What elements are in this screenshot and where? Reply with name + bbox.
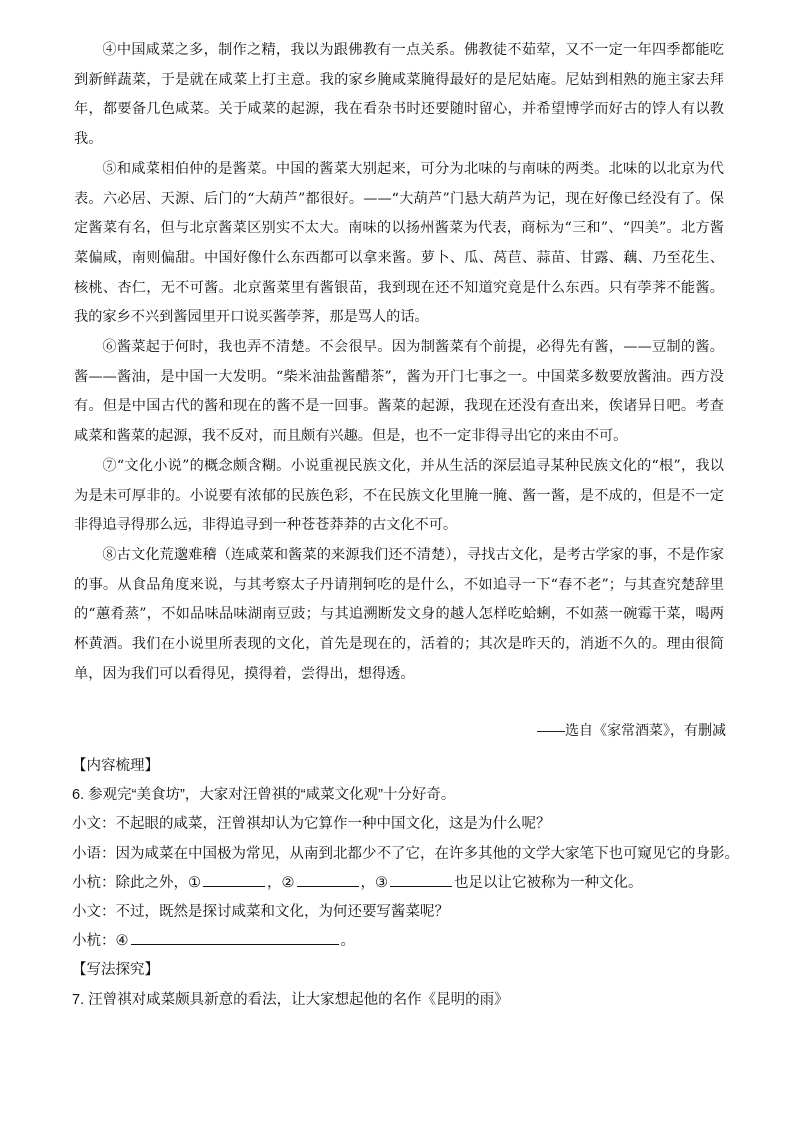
source-citation: ——选自《家常酒菜》，有删减	[537, 722, 726, 738]
dialogue-xiaowen-2: 小文：不过，既然是探讨咸菜和文化，为何还要写酱菜呢？	[72, 903, 449, 920]
dialogue-suffix: 也足以让它被称为一种文化。	[454, 874, 643, 891]
answer-blank-1[interactable]	[203, 870, 265, 887]
dialogue-xiaoyu: 小语：因为咸菜在中国极为常见，从南到北都少不了它，在许多其他的文学大家笔下也可窥见它的身影。	[72, 845, 739, 862]
paragraph-4: ④中国咸菜之多，制作之精，我以为跟佛教有一点关系。佛教徒不茹荤，又不一定一年四季都能吃到新鲜蔬菜，于是就在咸菜上打主意。我的家乡腌咸菜腌得最好的是尼姑庵。尼姑到相熟的施主家去拜年，都要备几色咸菜。关于咸菜的起源，我在看杂书时还要随时留心，并希望博学而好古的饽人有以教我。	[74, 42, 724, 148]
blank-separator: ，③	[360, 874, 388, 891]
section-title-writing: 【写法探究】	[72, 962, 159, 979]
answer-blank-4[interactable]	[131, 928, 339, 945]
section-title-content: 【内容梳理】	[72, 758, 159, 774]
dialogue-xiaowen-1: 小文：不起眼的咸菜，汪曾祺却认为它算作一种中国文化，这是为什么呢？	[72, 816, 551, 833]
paragraph-7: ⑦“文化小说”的概念颇含糊。小说重视民族文化，并从生活的深层追寻某种民族文化的“根”，我以为是未可厚非的。小说要有浓郁的民族色彩，不在民族文化里腌一腌、酱一酱，是不成的，但是不一定非得追寻得那么远，非得追寻到一种苍苍莽莽的古文化不可。	[74, 457, 724, 534]
paragraph-8: ⑧古文化荒邈难稽（连咸菜和酱菜的来源我们还不清楚），寻找古文化，是考古学家的事，不是作家的事。从食品角度来说，与其考察太子丹请荆轲吃的是什么，不如追寻一下“春不老”；与其查究楚辞里的“蕙肴蒸”，不如品味品味湖南豆豉；与其追溯断发文身的越人怎样吃蛤蜊，不如蒸一碗霉干菜，喝两杯黄酒。我们在小说里所表现的文化，首先是现在的，活着的；其次是昨天的，消逝不久的。理由很简单，因为我们可以看得见，摸得着，尝得出，想得透。	[74, 546, 724, 682]
question-7-stem: 7. 汪曾祺对咸菜颇具新意的看法，让大家想起他的名作《昆明的雨》	[72, 991, 509, 1008]
answer-blank-2[interactable]	[297, 870, 359, 887]
dialogue-prefix: 小杭：除此之外，①	[72, 874, 201, 891]
dialogue-xiaohang-2	[72, 927, 732, 956]
answer-blank-3[interactable]	[390, 870, 452, 887]
dialogue-suffix: 。	[340, 933, 355, 950]
dialogue-prefix: 小杭：④	[72, 933, 129, 950]
questions-section	[72, 752, 739, 1015]
essay-passage	[74, 36, 724, 689]
paragraph-5: ⑤和咸菜相伯仲的是酱菜。中国的酱菜大别起来，可分为北味的与南味的两类。北味的以北京为代表。六必居、天源、后门的“大葫芦”都很好。——“大葫芦”门悬大葫芦为记，现在好像已经没有了。保定酱菜有名，但与北京酱菜区别实不太大。南味的以扬州酱菜为代表，商标为“三和”、“四美”。北方酱菜偏咸，南则偏甜。中国好像什么东西都可以拿来酱。萝卜、瓜、莴苣、蒜苗、甘露、藕、乃至花生、核桃、杏仁，无不可酱。北京酱菜里有酱银苗，我到现在还不知道究竟是什么东西。只有荸荠不能酱。我的家乡不兴到酱园里开口说买酱荸荠，那是骂人的话。	[74, 160, 724, 326]
paragraph-6: ⑥酱菜起于何时，我也弄不清楚。不会很早。因为制酱菜有个前提，必得先有酱，——豆制的酱。酱——酱油，是中国一大发明。“柴米油盐酱醋茶”，酱为开门七事之一。中国菜多数要放酱油。西方没有。但是中国古代的酱和现在的酱不是一回事。酱菜的起源，我现在还没有查出来，俟诸异日吧。考查咸菜和酱菜的起源，我不反对，而且颇有兴趣。但是，也不一定非得寻出它的来由不可。	[74, 339, 724, 445]
question-6-stem: 6. 参观完“美食坊”，大家对汪曾祺的“咸菜文化观”十分好奇。	[72, 787, 456, 804]
dialogue-xiaohang-1	[72, 869, 732, 898]
blank-separator: ，②	[267, 874, 295, 891]
